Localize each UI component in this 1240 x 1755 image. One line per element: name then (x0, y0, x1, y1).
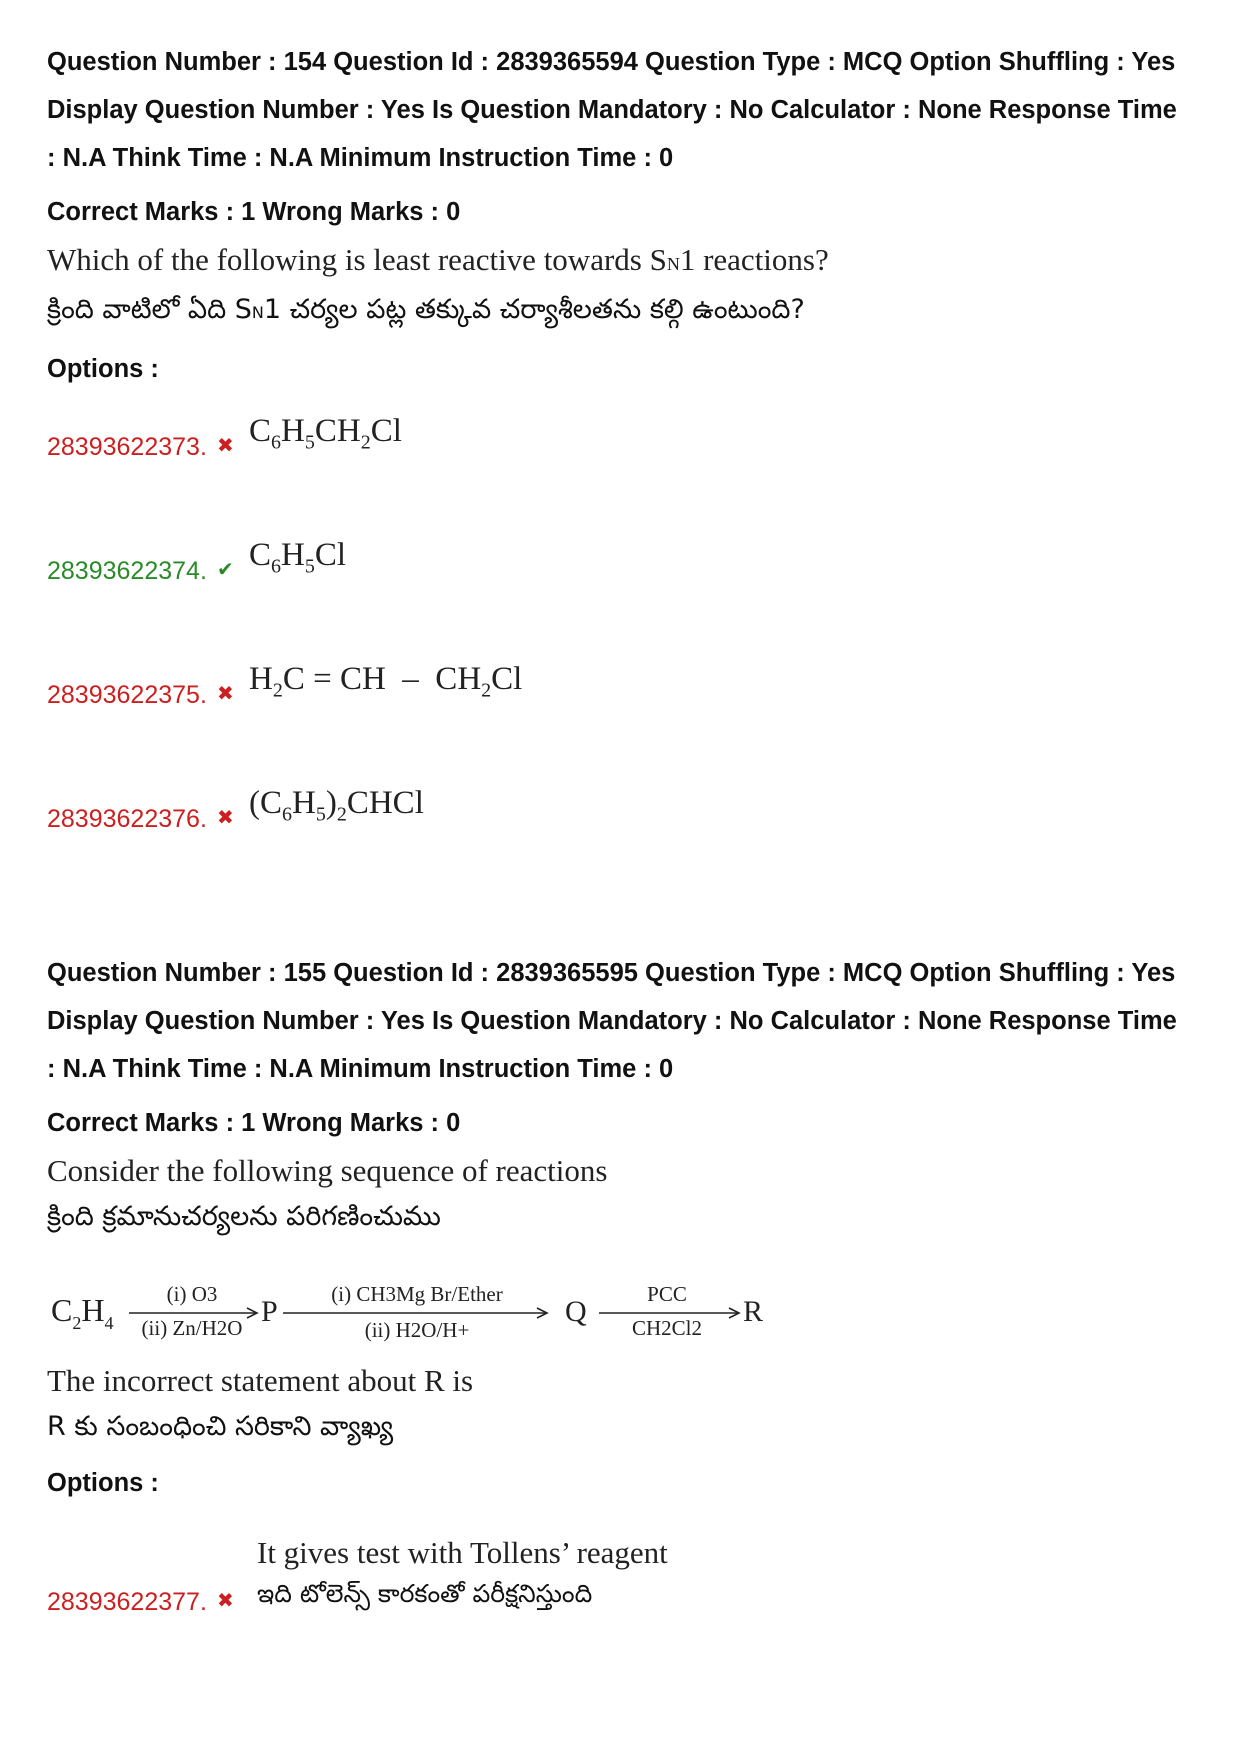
options-list (47, 412, 1207, 915)
question-text-part: క్రింది వాటిలో ఏది S (47, 294, 252, 325)
scheme-start-c: C (51, 1291, 73, 1328)
option-id: 28393622377. (47, 1588, 207, 1616)
option-formula: $H_2C$ = CH – $CH_2Cl$ (249, 660, 523, 702)
arrow-1-top-label: (i) O3 (166, 1281, 218, 1306)
question-text-subscript: N (251, 303, 264, 322)
arrow-1-bottom-label: (ii) Zn/H2O (141, 1315, 243, 1340)
question-155 (47, 949, 1207, 1643)
statement-english: The incorrect statement about R is (47, 1362, 474, 1398)
options-label: Options : (47, 355, 159, 383)
question-meta-line: : N.A Think Time : N.A Minimum Instruction Time : 0 (47, 1054, 674, 1083)
option-id: 28393622373. (47, 432, 207, 461)
arrow-3-bottom-label: CH2Cl2 (631, 1315, 703, 1340)
question-meta-line: Display Question Number : Yes Is Question Mandatory : No Calculator : None Response Time (47, 1006, 1177, 1035)
marks-line: Correct Marks : 1 Wrong Marks : 0 (47, 198, 461, 226)
cross-icon: ✖ (217, 680, 234, 705)
option-id: 28393622376. (47, 804, 207, 833)
option-text-telugu: ఇది టోలెన్స్ కారకంతో పరీక్షనిస్తుంది (257, 1579, 593, 1608)
option-row[interactable] (47, 536, 1207, 667)
options-label: Options : (47, 1468, 159, 1497)
option-row[interactable] (47, 412, 1207, 543)
check-icon: ✔ (217, 556, 234, 581)
scheme-start-sub1: 2 (72, 1312, 82, 1333)
arrow-2-top-label: (i) CH3Mg Br/Ether (331, 1281, 503, 1306)
scheme-start-sub2: 4 (104, 1312, 114, 1333)
scheme-r: R (743, 1294, 764, 1328)
marks-line: Correct Marks : 1 Wrong Marks : 0 (47, 1108, 461, 1137)
question-paper-page (47, 38, 1207, 1642)
question-154 (47, 38, 1207, 915)
reaction-scheme (47, 1255, 1207, 1355)
option-id: 28393622375. (47, 680, 207, 709)
statement-telugu: R కు సంబంధించి సరికాని వ్యాఖ్య (47, 1410, 394, 1442)
question-text-english (47, 238, 1207, 286)
question-text-part: Which of the following is least reactive towards S (47, 242, 667, 277)
option-text (257, 1532, 668, 1614)
scheme-start-h: H (81, 1291, 105, 1328)
option-formula: $(C_6H_5)_2CHCl$ (249, 784, 424, 826)
cross-icon: ✖ (217, 804, 234, 829)
scheme-q: Q (565, 1294, 587, 1328)
question-meta-line: Display Question Number : Yes Is Question Mandatory : No Calculator : None Response Time (47, 96, 1177, 124)
scheme-p: P (261, 1294, 278, 1328)
question-text-part: 1 చర్యల పట్ల తక్కువ చర్యాశీలతను కల్గి ఉంటుంది? (263, 294, 805, 325)
question-text-english: Consider the following sequence of reactions (47, 1152, 608, 1188)
option-formula: $C_6H_5Cl$ (249, 536, 347, 578)
section-spacer (47, 915, 1207, 949)
question-text-part: 1 reactions? (679, 242, 829, 277)
option-formula: $C_6H_5CH_2Cl$ (249, 412, 402, 454)
option-text-english: It gives test with Tollens’ reagent (257, 1535, 668, 1570)
svg-text:C2H4 (51, 1292, 113, 1333)
arrow-3-top-label: PCC (647, 1281, 687, 1306)
reaction-scheme-graphic (47, 1255, 767, 1355)
question-meta-line: Question Number : 154 Question Id : 2839365594 Question Type : MCQ Option Shuffling : Yes (47, 48, 1176, 76)
option-row[interactable] (47, 784, 1207, 915)
question-meta-line: Question Number : 155 Question Id : 2839365595 Question Type : MCQ Option Shuffling : Yes (47, 958, 1176, 987)
cross-icon: ✖ (217, 1588, 234, 1612)
question-meta-line: : N.A Think Time : N.A Minimum Instruction Time : 0 (47, 144, 674, 172)
cross-icon: ✖ (217, 432, 234, 457)
question-text-subscript: N (666, 254, 680, 274)
option-id: 28393622374. (47, 556, 207, 585)
question-text-telugu (47, 286, 1207, 337)
option-row[interactable] (47, 1532, 1207, 1642)
option-row[interactable] (47, 660, 1207, 791)
question-text-telugu: క్రింది క్రమానుచర్యలను పరిగణించుము (47, 1200, 441, 1232)
arrow-2-bottom-label: (ii) H2O/H+ (364, 1317, 470, 1342)
